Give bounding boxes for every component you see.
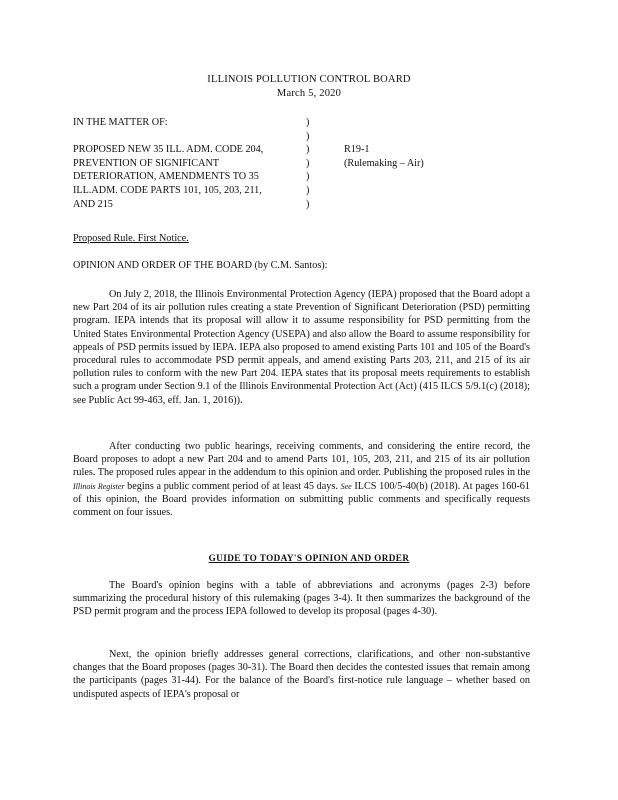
paragraph-proposal xyxy=(73,440,530,519)
caption-line: AND 215 xyxy=(73,198,113,210)
paragraph-next: Next, the opinion briefly addresses general corrections, clarifications, and other non-substantive changes that the Board proposes (pages 30-31). The Board then decides the contested issues that remain among the participants (pages 31-44). For the balance of the Board's first-notice rule language – whether based on undisputed aspects of IEPA's proposal or xyxy=(73,649,530,700)
guide-heading-text: GUIDE TO TODAY'S OPINION AND ORDER xyxy=(208,553,410,563)
opinion-label: OPINION AND ORDER OF THE BOARD (by C.M. Santos): xyxy=(73,260,328,271)
paren: ) xyxy=(306,117,310,128)
paren: ) xyxy=(306,184,310,196)
docket-number: R19-1 xyxy=(344,144,370,155)
caption-line: DETERIORATION, AMENDMENTS TO 35 xyxy=(73,171,259,183)
caption-line: IN THE MATTER OF: xyxy=(73,117,168,128)
caption-line: ILL.ADM. CODE PARTS 101, 105, 203, 211, xyxy=(73,184,262,196)
paren: ) xyxy=(306,130,310,142)
case-caption xyxy=(73,116,305,211)
paragraph-text: begins a public comment period of at least 45 days. xyxy=(124,480,341,492)
register-title: Illinois Register xyxy=(73,481,125,491)
document-date: March 5, 2020 xyxy=(276,88,342,99)
caption-line: PROPOSED NEW 35 ILL. ADM. CODE 204, xyxy=(73,144,264,156)
paren: ) xyxy=(306,171,310,183)
paragraph-intro: On July 2, 2018, the Illinois Environmental Protection Agency (IEPA) proposed that the Board adopt a new Part 204 of its air pollution rules creating a state Prevention of Significant Deterioration (PSD) permitting program. IEPA intends that its proposal will allow it to assume responsibility for PSD permitting from the United States Environmental Protection Agency (USEPA) and also allow the Board to assume responsibility for appeals of PSD permits issued by IEPA. IEPA also proposed to amend existing Parts 101 and 105 of the Board's procedural rules to accommodate PSD permit appeals, and amend existing Parts 203, 211, and 215 of its air pollution rules to conform with the new Part 204. IEPA states that its proposal meets requirements to establish such a program under Section 9.1 of the Illinois Environmental Protection Act (Act) (415 ILCS 5/9.1(c) (2018); see Public Act 99-463, eff. Jan. 1, 2016)). xyxy=(73,289,530,406)
docket-type: (Rulemaking – Air) xyxy=(344,157,424,169)
paragraph-text: After conducting two public hearings, receiving comments, and considering the entire record, the Board proposes to adopt a new Part 204 and to amend Parts 101, 105, 203, 211, and 215 of its air pollution rules. The proposed rules appear in the addendum to this opinion and order. Publishing the proposed rules in the xyxy=(73,441,530,479)
guide-heading xyxy=(0,553,618,563)
notice-label: Proposed Rule. First Notice. xyxy=(73,233,189,244)
board-name-heading: ILLINOIS POLLUTION CONTROL BOARD xyxy=(207,74,411,85)
paren: ) xyxy=(306,198,310,210)
paragraph-guide-summary: The Board's opinion begins with a table of abbreviations and acronyms (pages 2-3) before summarizing the procedural history of this rulemaking (pages 3-4). It then summarizes the background of the PSD permit program and the process IEPA followed to develop its proposal (pages 4-30). xyxy=(73,580,530,618)
docket-block xyxy=(344,143,424,170)
paren: ) xyxy=(306,144,310,156)
paren: ) xyxy=(306,157,310,169)
caption-parentheses xyxy=(306,116,316,211)
caption-line: PREVENTION OF SIGNIFICANT xyxy=(73,157,220,169)
see-signal: See xyxy=(340,481,352,491)
paragraph-text: ILCS 100/5-40(b) (2018). At pages 160-61 of this opinion, the Board provides information on submitting public comments and specifically requests comment on four issues. xyxy=(73,480,530,519)
caption-line xyxy=(73,130,305,144)
